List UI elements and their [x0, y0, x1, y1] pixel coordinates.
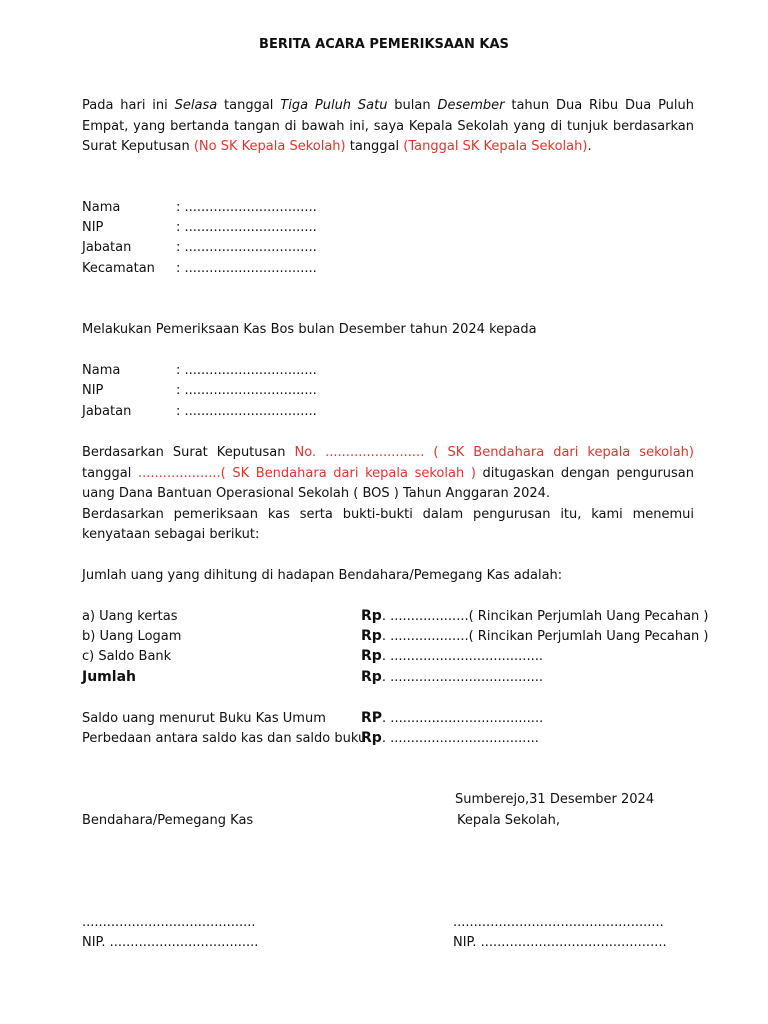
treasurer-signature-title: Bendahara/Pemegang Kas: [82, 813, 254, 828]
rp-symbol: Rp: [361, 608, 382, 624]
amount-text: . ....................................: [381, 731, 539, 746]
basis-paragraph: [82, 443, 694, 546]
examiner-district-label: Kecamatan: [82, 261, 155, 276]
basis-sk-number: No. ........................ ( SK Bendahara dari kepala sekolah): [294, 445, 694, 460]
amount-text: . ...................( Rincikan Perjumlah Uang Pecahan ): [381, 629, 709, 644]
intro-paragraph: [82, 96, 694, 158]
examine-statement: Melakukan Pemeriksaan Kas Bos bulan Desember tahun 2024 kepada: [82, 322, 537, 337]
examiner-district-value: : ................................: [176, 261, 317, 276]
examiner-name-value: : ................................: [176, 200, 317, 215]
amount-text: . .....................................: [382, 711, 544, 726]
count-statement: Jumlah uang yang dihitung di hadapan Bendahara/Pemegang Kas adalah:: [82, 568, 563, 583]
amount-text: . .....................................: [381, 670, 543, 685]
headmaster-signature-title: Kepala Sekolah,: [457, 813, 561, 828]
intro-part: Pada hari ini: [82, 98, 175, 113]
intro-part: tanggal: [345, 139, 404, 154]
treasurer-nip-value: : ................................: [176, 383, 317, 398]
headmaster-nip: NIP. .............................................: [453, 935, 667, 950]
intro-part: bulan: [387, 98, 438, 113]
basis-part: Berdasarkan Surat Keputusan: [82, 445, 295, 460]
amount-text: . .....................................: [381, 649, 543, 664]
rp-symbol: RP: [361, 710, 383, 726]
ledger-balance-value: [361, 710, 543, 726]
rp-symbol: Rp: [361, 730, 382, 746]
treasurer-name-label: Nama: [82, 363, 121, 378]
total-label: Jumlah: [82, 669, 136, 685]
intro-month: Desember: [437, 98, 505, 113]
basis-part: ditugaskan dengan pengurusan uang Dana Bantuan Operasional Sekolah ( BOS ) Tahun Anggaran 2024.: [82, 465, 694, 501]
bank-balance-value: [361, 648, 543, 664]
intro-text: [82, 96, 694, 158]
finding-text: Berdasarkan pemeriksaan kas serta bukti-bukti dalam pengurusan itu, kami menemui kenyataan sebagai berikut:: [82, 506, 694, 542]
bank-balance-label: c) Saldo Bank: [82, 649, 172, 664]
intro-part: tahun Dua Ribu Dua Puluh Empat, yang bertanda tangan di bawah ini, saya Kepala Sekolah yang di tunjuk berdasarkan Surat Keputusan: [82, 98, 695, 154]
treasurer-position-value: : ................................: [176, 404, 317, 419]
difference-value: [361, 730, 539, 746]
basis-sk-date: ....................( SK Bendahara dari kepala sekolah ): [138, 465, 476, 481]
intro-part: .: [587, 139, 592, 154]
treasurer-nip-label: NIP: [82, 383, 104, 398]
examiner-position-label: Jabatan: [82, 240, 132, 255]
sk-number-placeholder: (No SK Kepala Sekolah): [193, 139, 346, 154]
basis-text: [82, 443, 694, 505]
coin-money-value: [361, 628, 709, 644]
treasurer-signature-line: ..........................................: [82, 915, 256, 930]
difference-label: Perbedaan antara saldo kas dan saldo buku: [82, 731, 367, 746]
paper-money-value: [361, 608, 709, 624]
rp-symbol: Rp: [361, 648, 382, 664]
examiner-name-label: Nama: [82, 200, 121, 215]
rp-symbol: Rp: [361, 628, 382, 644]
intro-day: Selasa: [174, 98, 218, 113]
sk-date-placeholder: (Tanggal SK Kepala Sekolah): [403, 139, 588, 154]
intro-date-words: Tiga Puluh Satu: [280, 98, 388, 113]
ledger-balance-label: Saldo uang menurut Buku Kas Umum: [82, 711, 326, 726]
coin-money-label: b) Uang Logam: [82, 629, 182, 644]
paper-money-label: a) Uang kertas: [82, 609, 178, 624]
document-title: BERITA ACARA PEMERIKSAAN KAS: [259, 37, 509, 52]
basis-part: tanggal: [82, 465, 139, 481]
place-date: Sumberejo,31 Desember 2024: [455, 792, 655, 807]
rp-symbol: Rp: [361, 669, 382, 685]
treasurer-name-value: : ................................: [176, 363, 317, 378]
intro-part: tanggal: [217, 98, 281, 113]
examiner-nip-value: : ................................: [176, 220, 317, 235]
examiner-position-value: : ................................: [176, 240, 317, 255]
amount-text: . ...................( Rincikan Perjumlah Uang Pecahan ): [381, 609, 709, 624]
examiner-nip-label: NIP: [82, 220, 104, 235]
total-value: [361, 669, 543, 685]
treasurer-nip: NIP. ....................................: [82, 935, 259, 950]
treasurer-position-label: Jabatan: [82, 404, 132, 419]
headmaster-signature-line: ...................................................: [453, 915, 664, 930]
